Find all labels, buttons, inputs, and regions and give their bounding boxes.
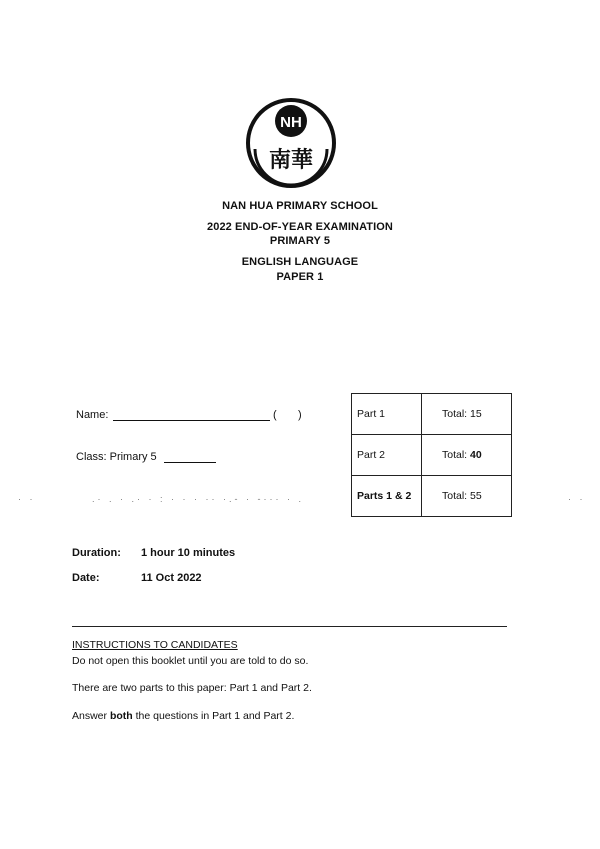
instructions-heading: INSTRUCTIONS TO CANDIDATES: [72, 639, 238, 651]
subject-title: ENGLISH LANGUAGE: [241, 256, 359, 268]
score-total-value: 55: [470, 490, 482, 502]
score-part-label: Parts 1 & 2: [352, 476, 422, 517]
section-divider: [72, 626, 507, 627]
register-number-brackets: ( ): [273, 409, 302, 421]
score-total-cell: [422, 394, 512, 435]
emphasis-both: both: [109, 710, 133, 722]
score-table: [351, 393, 512, 517]
score-total-label: Total:: [442, 449, 468, 461]
class-blank-line[interactable]: [164, 451, 216, 463]
scan-speckle-left: · ·: [18, 494, 36, 504]
crest-chinese-text: 南華: [268, 148, 314, 173]
exam-title: 2022 END-OF-YEAR EXAMINATION: [207, 221, 393, 233]
scan-speckle-right: · ·: [568, 494, 586, 504]
score-row-combined: [352, 476, 512, 517]
class-label: Class: Primary 5: [76, 451, 157, 463]
instruction-line-1: Do not open this booklet until you are told to do so.: [72, 655, 309, 667]
score-row-part1: [352, 394, 512, 435]
score-part-label: Part 2: [352, 435, 422, 476]
score-row-part2: [352, 435, 512, 476]
crest-monogram: NH: [280, 114, 302, 131]
instruction-line-3: Answer both the questions in Part 1 and Part 2.: [72, 710, 295, 722]
score-part-label: Part 1: [352, 394, 422, 435]
score-total-cell: [422, 435, 512, 476]
duration-value: 1 hour 10 minutes: [141, 547, 236, 559]
paper-title: PAPER 1: [276, 271, 324, 283]
instruction-line-2: There are two parts to this paper: Part 1 and Part 2.: [72, 682, 312, 694]
score-total-cell: [422, 476, 512, 517]
score-total-label: Total:: [442, 408, 468, 420]
name-label: Name:: [76, 409, 109, 421]
duration-label: Duration:: [72, 547, 121, 559]
school-crest-logo: [245, 97, 337, 189]
score-total-label: Total:: [442, 490, 468, 502]
date-value: 11 Oct 2022: [141, 572, 202, 584]
name-blank-line[interactable]: [113, 409, 270, 421]
score-total-value: 15: [470, 408, 482, 420]
scan-speckle-row: .· . · .· · : · · · ·· ·.- · -··· · .: [92, 494, 304, 504]
school-name: NAN HUA PRIMARY SCHOOL: [222, 200, 378, 212]
date-label: Date:: [72, 572, 100, 584]
level-title: PRIMARY 5: [269, 235, 331, 247]
score-total-value: 40: [470, 449, 482, 461]
